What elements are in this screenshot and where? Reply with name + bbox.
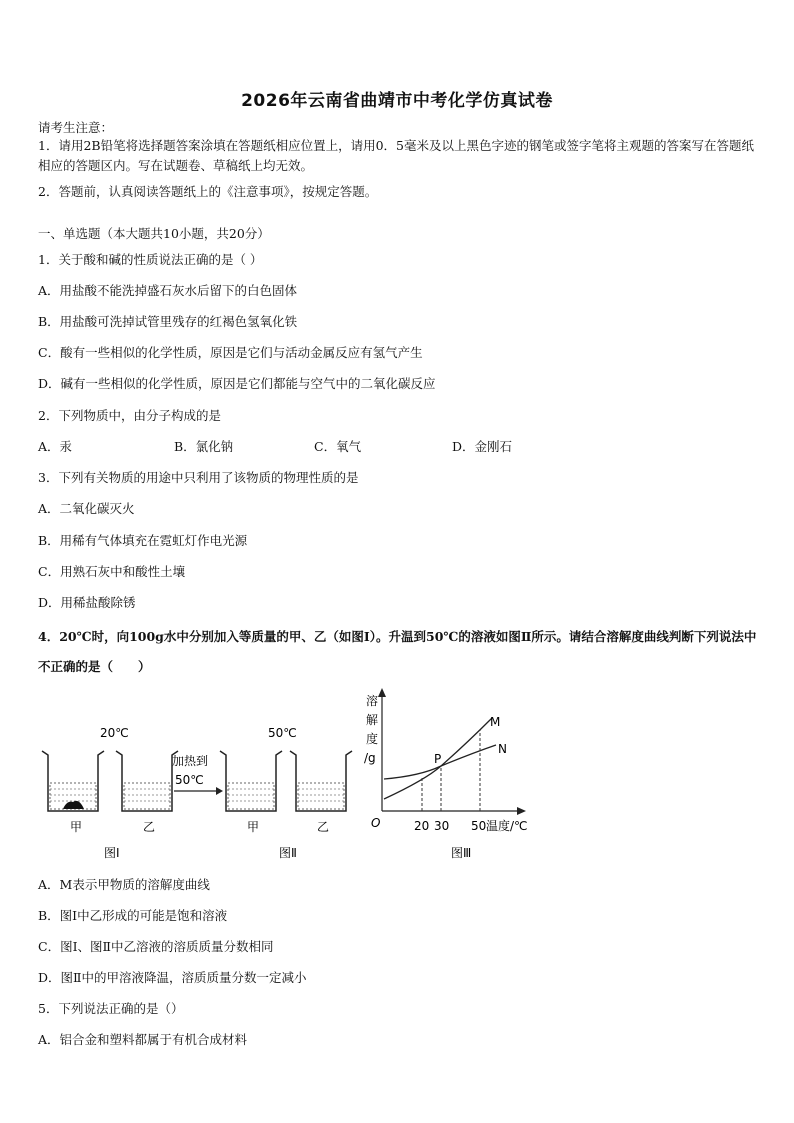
question-4-option-a: A．M表示甲物质的溶解度曲线 — [38, 877, 210, 892]
question-2-stem: 2．下列物质中，由分子构成的是 — [38, 408, 221, 423]
y-axis-char-1: 溶 — [366, 694, 379, 708]
x-tick-20: 20 — [414, 819, 430, 833]
question-2-option-b: B．氯化钠 — [174, 439, 234, 454]
label-yi-1: 乙 — [143, 820, 156, 834]
undissolved-solid — [63, 801, 84, 809]
question-4-option-d: D．图Ⅱ中的甲溶液降温，溶质质量分数一定减小 — [38, 970, 307, 985]
arrow-head — [216, 787, 223, 795]
beaker-yi-20 — [116, 751, 178, 811]
question-2-options — [38, 437, 738, 455]
question-1-option-c: C．酸有一些相似的化学性质，原因是它们与活动金属反应有氢气产生 — [38, 345, 423, 360]
caption-fig-2: 图Ⅱ — [279, 846, 297, 860]
question-1-option-b: B．用盐酸可洗掉试管里残存的红褐色氢氧化铁 — [38, 314, 298, 329]
section-heading: 一、单选题（本大题共10小题，共20分） — [38, 226, 270, 241]
solubility-graph — [364, 688, 528, 833]
beaker-yi-50 — [290, 751, 352, 811]
question-5-stem: 5．下列说法正确的是（） — [38, 1001, 184, 1016]
y-axis-arrow — [378, 688, 386, 697]
question-4-figure — [0, 680, 794, 870]
x-axis-unit: 温度/℃ — [486, 819, 528, 833]
label-jia-1: 甲 — [70, 820, 83, 834]
label-point-p: P — [434, 752, 442, 766]
question-3-option-d: D．用稀盐酸除锈 — [38, 595, 136, 610]
figure-temp-20: 20℃ — [100, 726, 129, 740]
beaker-jia-20 — [42, 751, 104, 811]
question-1-stem: 1．关于酸和碱的性质说法正确的是（ ） — [38, 252, 263, 267]
question-3-option-a: A．二氧化碳灭火 — [38, 501, 135, 516]
question-4-stem: 4．20℃时，向100g水中分别加入等质量的甲、乙（如图I）。升温到50℃的溶液如图Ⅱ所示。请结合溶解度曲线判断下列说法中不正确的是（ ） — [38, 629, 757, 674]
question-3-stem: 3．下列有关物质的用途中只利用了该物质的物理性质的是 — [38, 470, 359, 485]
label-yi-2: 乙 — [317, 820, 330, 834]
question-1-option-a: A．用盐酸不能洗掉盛石灰水后留下的白色固体 — [38, 283, 298, 298]
x-tick-30: 30 — [434, 819, 450, 833]
question-2-option-c: C．氧气 — [314, 439, 362, 454]
x-axis-arrow — [517, 807, 526, 815]
question-1-option-d: D．碱有一些相似的化学性质，原因是它们都能与空气中的二氧化碳反应 — [38, 376, 436, 391]
question-3-option-c: C．用熟石灰中和酸性土壤 — [38, 564, 186, 579]
caption-fig-1: 图Ⅰ — [104, 846, 120, 860]
arrow-label-heat: 加热到 — [172, 754, 209, 768]
y-axis-char-2: 解 — [366, 713, 379, 727]
x-tick-50: 50 — [471, 819, 487, 833]
question-3-option-b: B．用稀有气体填充在霓虹灯作电光源 — [38, 533, 248, 548]
label-curve-m: M — [490, 715, 501, 729]
question-4-option-c: C．图Ⅰ、图Ⅱ中乙溶液的溶质质量分数相同 — [38, 939, 274, 954]
label-curve-n: N — [498, 742, 507, 756]
figure-temp-50: 50℃ — [268, 726, 297, 740]
label-jia-2: 甲 — [247, 820, 260, 834]
arrow-label-temp: 50℃ — [175, 773, 204, 787]
y-axis-char-3: 度 — [366, 732, 379, 746]
question-5-option-a: A．铝合金和塑料都属于有机合成材料 — [38, 1032, 248, 1047]
beaker-jia-50 — [220, 751, 282, 811]
origin-label: O — [371, 816, 381, 830]
caption-fig-3: 图Ⅲ — [451, 846, 472, 860]
question-2-option-a: A．汞 — [38, 439, 73, 454]
notice-heading: 请考生注意： — [38, 120, 114, 135]
question-2-option-d: D．金刚石 — [452, 439, 513, 454]
page-title: 2026年云南省曲靖市中考化学仿真试卷 — [241, 91, 553, 111]
notice-item-2: 2．答题前，认真阅读答题纸上的《注意事项》，按规定答题。 — [38, 184, 378, 199]
notice-item-1: 1．请用2B铅笔将选择题答案涂填在答题纸相应位置上，请用0．5毫米及以上黑色字迹的钢笔或签字笔将主观题的答案写在答题纸相应的答题区内。写在试题卷、草稿纸上均无效。 — [38, 138, 754, 173]
y-axis-unit: /g — [364, 751, 376, 765]
question-4-option-b: B．图Ⅰ中乙形成的可能是饱和溶液 — [38, 908, 228, 923]
